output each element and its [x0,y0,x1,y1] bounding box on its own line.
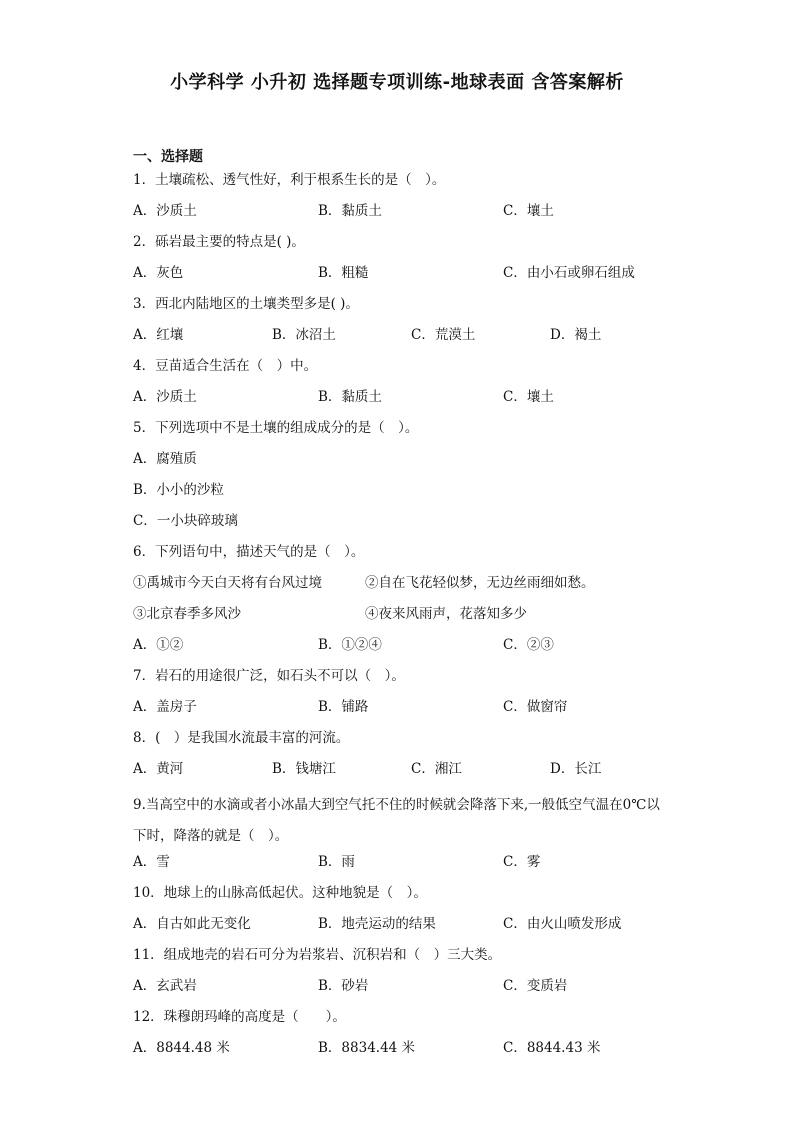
question-stem: 3．西北内陆地区的土壤类型多是( )。 [133,296,359,312]
option-b: B．①②④ [318,637,382,653]
option-b: B．黏质土 [318,203,382,219]
option-c: C．8844.43 米 [503,1040,601,1056]
options-row [133,1038,693,1069]
option-a: A．灰色 [133,265,184,281]
options-row [133,976,693,1007]
question-11 [133,945,693,1007]
question-1 [133,170,693,232]
option-c: C．由火山喷发形成 [503,916,622,932]
option-c: C．做窗帘 [503,699,568,715]
question-5 [133,418,693,542]
question-stem: 9.当高空中的水滴或者小冰晶大到空气托不住的时候就会降落下来,一般低空气温在0℃以下时，降落的就是（ ）。 [133,797,660,844]
option-b: B．铺路 [318,699,369,715]
options-row [133,852,693,883]
options-row [133,914,693,945]
question-stem: 12．珠穆朗玛峰的高度是（ ）。 [133,1009,346,1025]
statement-3: ③北京春季多风沙 [133,606,241,622]
question-stem: 8．( ）是我国水流最丰富的河流。 [133,730,350,746]
question-stem: 11．组成地壳的岩石可分为岩浆岩、沉积岩和（ ）三大类。 [133,947,502,963]
option-a: A．自古如此无变化 [133,916,251,932]
option-c: C．壤土 [503,389,554,405]
option-a: A．沙质土 [133,203,197,219]
option-b: B．8834.44 米 [318,1040,416,1056]
option-a: A．红壤 [133,327,184,343]
option-b: B．冰沼土 [272,327,336,343]
options-row [133,325,693,356]
question-stem: 1．土壤疏松、透气性好，利于根系生长的是（ ）。 [133,172,446,188]
question-stem: 6．下列语句中，描述天气的是（ ）。 [133,544,365,560]
question-10 [133,883,693,945]
option-a: A．沙质土 [133,389,197,405]
option-a: A．腐殖质 [133,451,197,467]
document-title: 小学科学 小升初 选择题专项训练-地球表面 含答案解析 [170,72,624,93]
statements-row [133,604,693,635]
question-6 [133,542,693,666]
option-c: C．湘江 [411,761,462,777]
option-c: C．②③ [503,637,554,653]
statements-row [133,573,693,604]
question-stem: 5．下列选项中不是土壤的组成成分的是（ ）。 [133,420,419,436]
option-c: C．壤土 [503,203,554,219]
option-c: C．荒漠土 [411,327,476,343]
question-9 [133,790,693,883]
option-c: C．由小石或卵石组成 [503,265,635,281]
options-row [133,635,693,666]
question-stem: 10．地球上的山脉高低起伏。这种地貌是（ ）。 [133,885,427,901]
option-b: B．黏质土 [318,389,382,405]
question-3 [133,294,693,356]
option-b: B．粗糙 [318,265,369,281]
option-a: A．8844.48 米 [133,1040,230,1056]
option-b: B．雨 [318,854,355,870]
question-7 [133,666,693,728]
statement-4: ④夜来风雨声，花落知多少 [365,606,527,622]
option-c: C．雾 [503,854,541,870]
option-a: A．①② [133,637,184,653]
option-a: A．玄武岩 [133,978,197,994]
option-c: C．变质岩 [503,978,568,994]
option-c: C．一小块碎玻璃 [133,513,238,529]
question-stem: 4．豆苗适合生活在（ ）中。 [133,358,318,374]
question-stem: 2．砾岩最主要的特点是( )。 [133,234,305,250]
question-2 [133,232,693,294]
option-a: A．黄河 [133,761,184,777]
option-b: B．钱塘江 [272,761,336,777]
section-heading: 一、选择题 [133,149,203,165]
options-row [133,697,693,728]
option-d: D．长江 [550,761,602,777]
statement-1: ①禹城市今天白天将有台风过境 [133,575,322,591]
question-stem: 7．岩石的用途很广泛，如石头不可以（ ）。 [133,668,405,684]
option-a: A．盖房子 [133,699,197,715]
options-row [133,201,693,232]
question-8 [133,728,693,790]
options-row [133,387,693,418]
question-list [133,170,693,1069]
question-12 [133,1007,693,1069]
option-d: D．褐土 [550,327,602,343]
option-b: B．小小的沙粒 [133,482,224,498]
question-4 [133,356,693,418]
option-b: B．砂岩 [318,978,369,994]
statement-2: ②自在飞花轻似梦，无边丝雨细如愁。 [365,575,595,591]
option-a: A．雪 [133,854,170,870]
options-row [133,263,693,294]
options-row [133,759,693,790]
option-b: B．地壳运动的结果 [318,916,436,932]
